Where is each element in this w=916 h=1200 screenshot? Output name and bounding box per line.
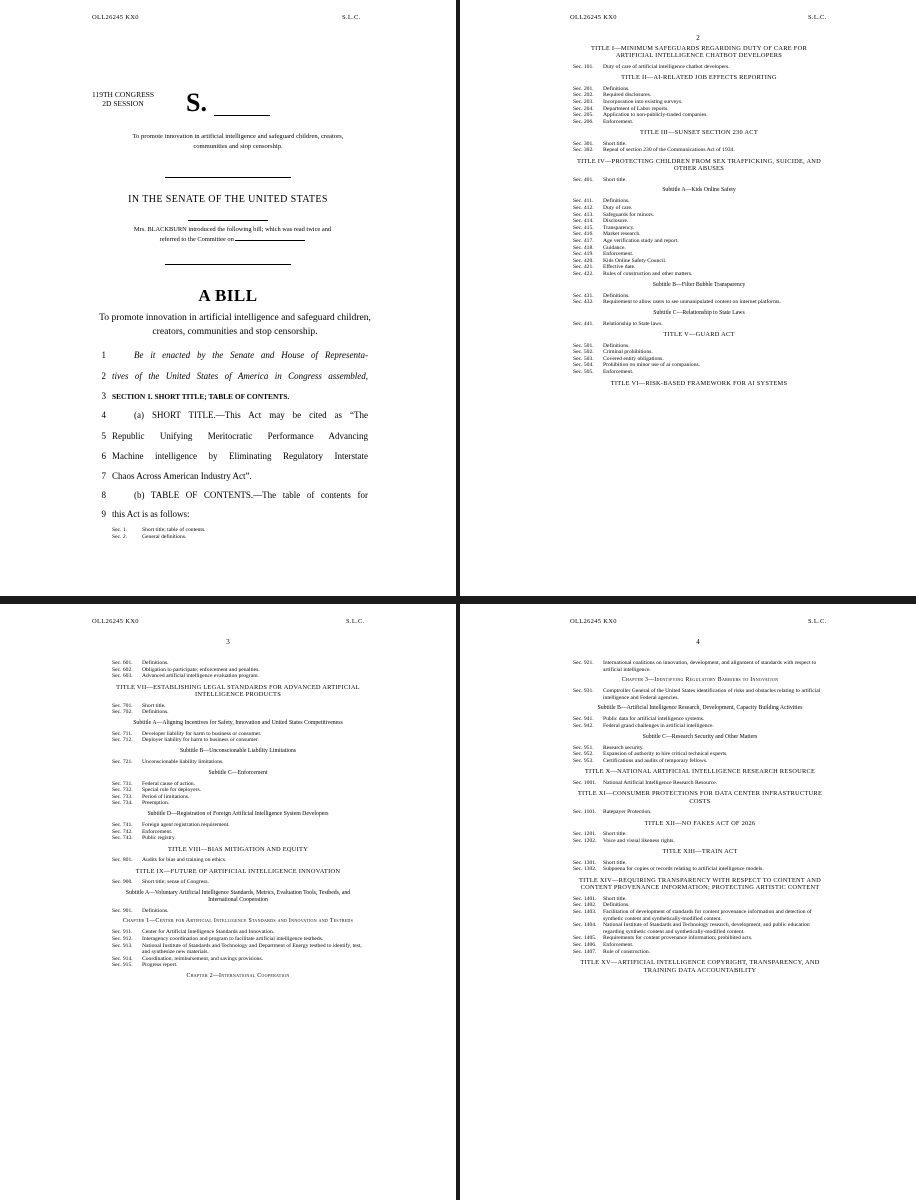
toc-entry: Sec. 419. Enforcement. (573, 251, 634, 258)
toc-entry: Sec. 921. International coalitions on innovation, development, and alignment of standards with respect to artificial intelligence. (573, 660, 817, 673)
toc-title-heading: TITLE XV—ARTIFICIAL INTELLIGENCE COPYRIGHT, TRANSPARENCY, AND TRAINING DATA ACCOUNTABILITY (580, 959, 820, 974)
page-3 (0, 604, 456, 1200)
a-bill-heading: A BILL (198, 286, 258, 305)
toc-entry: Sec. 203. Incorporation into existing surveys. (573, 99, 683, 105)
table-of-contents (112, 660, 364, 984)
toc-title-heading: TITLE XIV—REQUIRING TRANSPARENCY WITH RESPECT TO CONTENT AND CONTENT PROVENANCE INFORMATION; PROTECTING ARTISTIC CONTENT (579, 876, 821, 892)
congress-label: 119TH CONGRESS (92, 90, 155, 99)
toc-entry: Sec. 732. Special rule for deployers. (112, 787, 202, 794)
toc-entry: Sec. 1. Short title; table of contents. (112, 527, 206, 533)
toc-entry: Sec. 712. Deployer liability for harm to business or consumer. (112, 737, 259, 744)
toc-entry: Sec. 1202. Voice and visual likeness rights. (573, 837, 675, 844)
toc-entry: Sec. 941. Public data for artificial intelligence systems. (573, 716, 705, 723)
toc-entry: Sec. 1403. Facilitation of development of standards for content provenance information and detection of synthetic content and synthetically-modified content. (573, 908, 812, 922)
intro-line-2: referred to the Committee on (100, 235, 365, 245)
toc-entry: Sec. 1101. Ratepayer Protection. (573, 809, 652, 816)
toc-entry: Sec. 915. Progress report. (112, 962, 178, 969)
toc-entry: Sec. 953. Certifications and audits of temporary fellows. (573, 757, 708, 764)
toc-subtitle-heading: Subtitle B—Artificial Intelligence Research, Development, Capacity Building Activities (597, 705, 803, 712)
toc-entry: Sec. 603. Advanced artificial intelligence evaluation program. (112, 673, 259, 680)
toc-entry: Sec. 414. Disclosure. (573, 218, 629, 225)
toc-entry: Sec. 601. Definitions. (112, 660, 169, 666)
header-doc-id: OLL26245 KX0 (92, 618, 139, 625)
toc-title-heading: TITLE IV—PROTECTING CHILDREN FROM SEX TRAFFICKING, SUICIDE, AND OTHER ABUSES (576, 157, 822, 173)
toc-entry: Sec. 1404. National Institute of Standards and Technology research, development, and public education regarding synthetic content and synthetically-modified content. (573, 922, 810, 935)
toc-entry: Sec. 201. Definitions. (573, 85, 630, 92)
table-of-contents (112, 527, 372, 540)
toc-entry: Sec. 721. Unconscionable liability limitations. (112, 758, 224, 765)
intro-line-1: Mrs. BLACKBURN introduced the following bill; which was read twice and (133, 226, 332, 233)
toc-entry: Sec. 202. Required disclosures. (573, 92, 652, 99)
header-slc: S.L.C. (346, 618, 365, 625)
divider (165, 177, 291, 178)
toc-subtitle-heading: Subtitle B—Unconscionable Liability Limitations (179, 747, 297, 754)
toc-subtitle-heading: Subtitle B—Filter Bubble Transparency (652, 281, 746, 288)
toc-entry: Sec. 301. Short title. (573, 140, 627, 147)
toc-entry: Sec. 412. Duty of care. (573, 204, 633, 211)
toc-subtitle-heading: Subtitle D—Registration of Foreign Artificial Intelligence System Developers (147, 810, 329, 817)
toc-subtitle-heading: Subtitle C—Relationship to State Laws (653, 309, 745, 316)
toc-entry: Sec. 505. Enforcement. (573, 369, 634, 376)
toc-entry: Sec. 431. Definitions. (573, 292, 630, 299)
purpose-statement: To promote innovation in artificial intelligence and safeguard children, creators, communities and stop censorship. (99, 312, 371, 337)
toc-entry: Sec. 1407. Rule of construction. (573, 948, 651, 955)
toc-subtitle-heading: Subtitle A—Voluntary Artificial Intelligence Standards, Metrics, Evaluation Tools, Testbeds, and International Cooperation (125, 889, 351, 903)
header-doc-id: OLL26245 KX0 (570, 14, 617, 21)
page-header (460, 618, 916, 628)
toc-entry: Sec. 742. Enforcement. (112, 828, 173, 835)
divider (165, 264, 291, 265)
toc-entry: Sec. 1301. Short title. (573, 859, 627, 866)
toc-title-heading: TITLE I—MINIMUM SAFEGUARDS REGARDING DUTY OF CARE FOR ARTIFICIAL INTELLIGENCE CHATBOT DEVELOPERS (591, 45, 807, 60)
page-header (460, 14, 916, 24)
date-blank (188, 220, 268, 221)
toc-title-heading: TITLE X—NATIONAL ARTIFICIAL INTELLIGENCE RESEARCH RESOURCE (584, 768, 816, 776)
toc-entry: Sec. 418. Guidance. (573, 244, 626, 251)
toc-entry: Sec. 1405. Requirements for content provenance information; prohibited acts. (573, 935, 753, 942)
bill-number-blank (214, 115, 270, 116)
toc-entry: Sec. 1001. National Artificial Intelligence Research Resource. (573, 779, 718, 786)
page-2 (460, 0, 916, 596)
toc-title-heading: TITLE VI—RISK-BASED FRAMEWORK FOR AI SYSTEMS (610, 379, 788, 387)
toc-entry: Sec. 401. Short title. (573, 176, 627, 183)
toc-entry: Sec. 204. Department of Labor reports. (573, 105, 669, 112)
toc-title-heading: TITLE V—GUARD ACT (663, 331, 735, 339)
toc-entry: Sec. 741. Foreign agent registration requirement. (112, 821, 230, 828)
toc-entry: Sec. 952. Expansion of authority to hire critical technical experts. (573, 751, 728, 758)
page-number: 2 (696, 34, 700, 42)
toc-entry: Sec. 504. Prohibition on minor use of ai companions. (573, 362, 701, 369)
toc-title-heading: TITLE XI—CONSUMER PROTECTIONS FOR DATA CENTER INFRASTRUCTURE COSTS (577, 790, 823, 805)
toc-title-heading: TITLE IX—FUTURE OF ARTIFICIAL INTELLIGENCE INNOVATION (135, 867, 341, 875)
toc-entry: Sec. 422. Rules of construction and other matters. (573, 270, 693, 277)
toc-entry: Sec. 951. Research security. (573, 744, 644, 751)
header-slc: S.L.C. (808, 618, 827, 625)
toc-subtitle-heading: Subtitle C—Research Security and Other Matters (642, 733, 758, 740)
toc-entry: Sec. 420. Kids Online Safety Council. (573, 257, 667, 264)
introduction-text (100, 225, 365, 244)
page-1: OLL26245 KX0 S.L.C. 119TH CONGRESS 2D SESSION S. To promote innovation in artificial intelligence and safeguard children, creators, communities and stop censorship. IN THE SENATE OF THE UNITED STATES Mrs. BLACKBURN introduced the following bill; which was read twice and referred to the Committee on A BILL To promote innovation in artificial intelligence and safeguard children, creators, communities and stop censorship. 1 Be it enacted by the Senate and House of Representa- 2 tives of the United States of America in Congress assembled, 3 SECTION 1. SHORT TITLE; TABLE OF CONTENTS. 4 (a) SHORT TITLE.—This Act may be cited as “The 5 Republic Unifying Meritocratic Performance Advancing 6 Machine intelligence by Eliminating Regulatory Interstate 7 Chaos Across American Industry Act”. 8 (b) TABLE OF CONTENTS.—The table of contents for 9 this Act is as follows: Sec. 1. Short title; table of contents. Sec. 2. General definitions. (0, 0, 456, 596)
toc-subtitle-heading: Subtitle A—Kids Online Safety (662, 187, 736, 194)
table-of-contents (573, 660, 827, 978)
session-label: 2D SESSION (102, 99, 144, 108)
toc-entry: Sec. 441. Relationship to State laws. (573, 320, 663, 327)
toc-entry: Sec. 503. Covered entity obligations. (573, 355, 664, 362)
bill-id: S. (186, 88, 207, 117)
page-4 (460, 604, 916, 1200)
page-number: 4 (696, 638, 700, 646)
toc-chapter-heading: Chapter 2—International Cooperation (186, 972, 290, 979)
header-doc-id: OLL26245 KX0 (570, 618, 617, 625)
toc-entry: Sec. 302. Repeal of section 230 of the Communications Act of 1934. (573, 147, 735, 154)
toc-entry: Sec. 731. Federal cause of action. (112, 780, 196, 787)
header-slc: S.L.C. (808, 14, 827, 21)
toc-entry: Sec. 901. Definitions. (112, 907, 169, 914)
toc-entry: Sec. 205. Application to non-publicly-traded companies. (573, 112, 708, 119)
toc-entry: Sec. 942. Federal grand challenges in artificial intelligence. (573, 722, 714, 729)
toc-entry: Sec. 701. Short title. (112, 702, 166, 709)
page-header (0, 14, 456, 24)
toc-entry: Sec. 411. Definitions. (573, 198, 630, 205)
toc-entry: Sec. 417. Age verification study and report. (573, 237, 679, 244)
toc-entry: Sec. 1402. Definitions. (573, 902, 630, 909)
toc-entry: Sec. 733. Period of limitations. (112, 793, 190, 800)
toc-entry: Sec. 101. Duty of care of artificial intelligence chatbot developers. (573, 63, 730, 70)
toc-entry: Sec. 415. Transparency. (573, 224, 635, 231)
toc-entry: Sec. 602. Obligation to participate; enforcement and penalties. (112, 666, 260, 673)
congress-session (92, 90, 154, 108)
toc-entry: Sec. 501. Definitions. (573, 342, 630, 349)
toc-chapter-heading: Chapter 3—Identifying Regulatory Barriers to Innovation (621, 677, 779, 684)
toc-entry: Sec. 912. Interagency coordination and program to facilitate artificial intelligence testbeds. (112, 935, 324, 942)
toc-entry: Sec. 206. Enforcement. (573, 118, 634, 125)
toc-title-heading: TITLE III—SUNSET SECTION 230 ACT (640, 129, 758, 137)
senate-heading: IN THE SENATE OF THE UNITED STATES (128, 194, 328, 205)
header-doc-id: OLL26245 KX0 (92, 14, 139, 21)
toc-entry: Sec. 743. Public registry. (112, 835, 176, 842)
toc-entry: Sec. 911. Center for Artificial Intelligence Standards and Innovation. (112, 929, 275, 936)
page-number: 3 (226, 638, 230, 646)
toc-title-heading: TITLE XII—NO FAKES ACT OF 2026 (644, 819, 756, 827)
toc-entry: Sec. 1406. Enforcement. (573, 941, 634, 948)
toc-entry: Sec. 2. General definitions. (112, 533, 187, 540)
toc-entry: Sec. 1401. Short title. (573, 895, 627, 902)
toc-entry: Sec. 1201. Short title. (573, 831, 627, 838)
toc-entry: Sec. 931. Comptroller General of the United States identification of risks and obstacles relating to artificial intelligence and Federal agencies. (573, 688, 821, 701)
toc-entry: Sec. 913. National Institute of Standards and Technology and Department of Energy testbed to identify, test, and synthesize new materials. (112, 942, 362, 956)
table-of-contents (573, 41, 825, 391)
toc-title-heading: TITLE II—AI-RELATED JOB EFFECTS REPORTING (621, 74, 777, 82)
toc-title-heading: TITLE XIII—TRAIN ACT (662, 848, 738, 856)
toc-chapter-heading: Chapter 1—Center for Artificial Intelligence Standards and Innovation and Testbeds (122, 918, 354, 925)
toc-title-heading: TITLE VIII—BIAS MITIGATION AND EQUITY (167, 845, 309, 853)
toc-entry: Sec. 702. Definitions. (112, 709, 169, 716)
toc-entry: Sec. 801. Audits for bias and training on ethics. (112, 857, 227, 864)
toc-entry: Sec. 900. Short title; sense of Congress. (112, 879, 209, 886)
toc-entry: Sec. 421. Effective date. (573, 264, 636, 271)
toc-entry: Sec. 1302. Subpoena for copies or records relating to artificial intelligence models. (573, 866, 764, 873)
toc-entry: Sec. 416. Market research. (573, 231, 641, 238)
toc-subtitle-heading: Subtitle A—Aligning Incentives for Safety, Innovation and United States Competitiveness (133, 719, 343, 726)
toc-entry: Sec. 432. Requirement to allow users to see unmanipulated content on internet platforms. (573, 299, 781, 306)
toc-entry: Sec. 734. Preemption. (112, 800, 170, 807)
toc-entry: Sec. 711. Developer liability for harm to business or consumer. (112, 730, 262, 737)
toc-entry: Sec. 413. Safeguards for minors. (573, 211, 655, 218)
toc-title-heading: TITLE VII—ESTABLISHING LEGAL STANDARDS FOR ADVANCED ARTIFICIAL INTELLIGENCE PRODUCTS (116, 683, 360, 699)
toc-entry: Sec. 502. Criminal prohibitions. (573, 349, 653, 356)
toc-entry: Sec. 914. Coordination, reimbursement, and savings provisions. (112, 955, 264, 962)
header-slc: S.L.C. (342, 14, 361, 21)
purpose-small: To promote innovation in artificial intelligence and safeguard children, creators, communities and stop censorship. (132, 133, 344, 150)
toc-subtitle-heading: Subtitle C—Enforcement (208, 769, 268, 776)
page-header (0, 618, 456, 628)
